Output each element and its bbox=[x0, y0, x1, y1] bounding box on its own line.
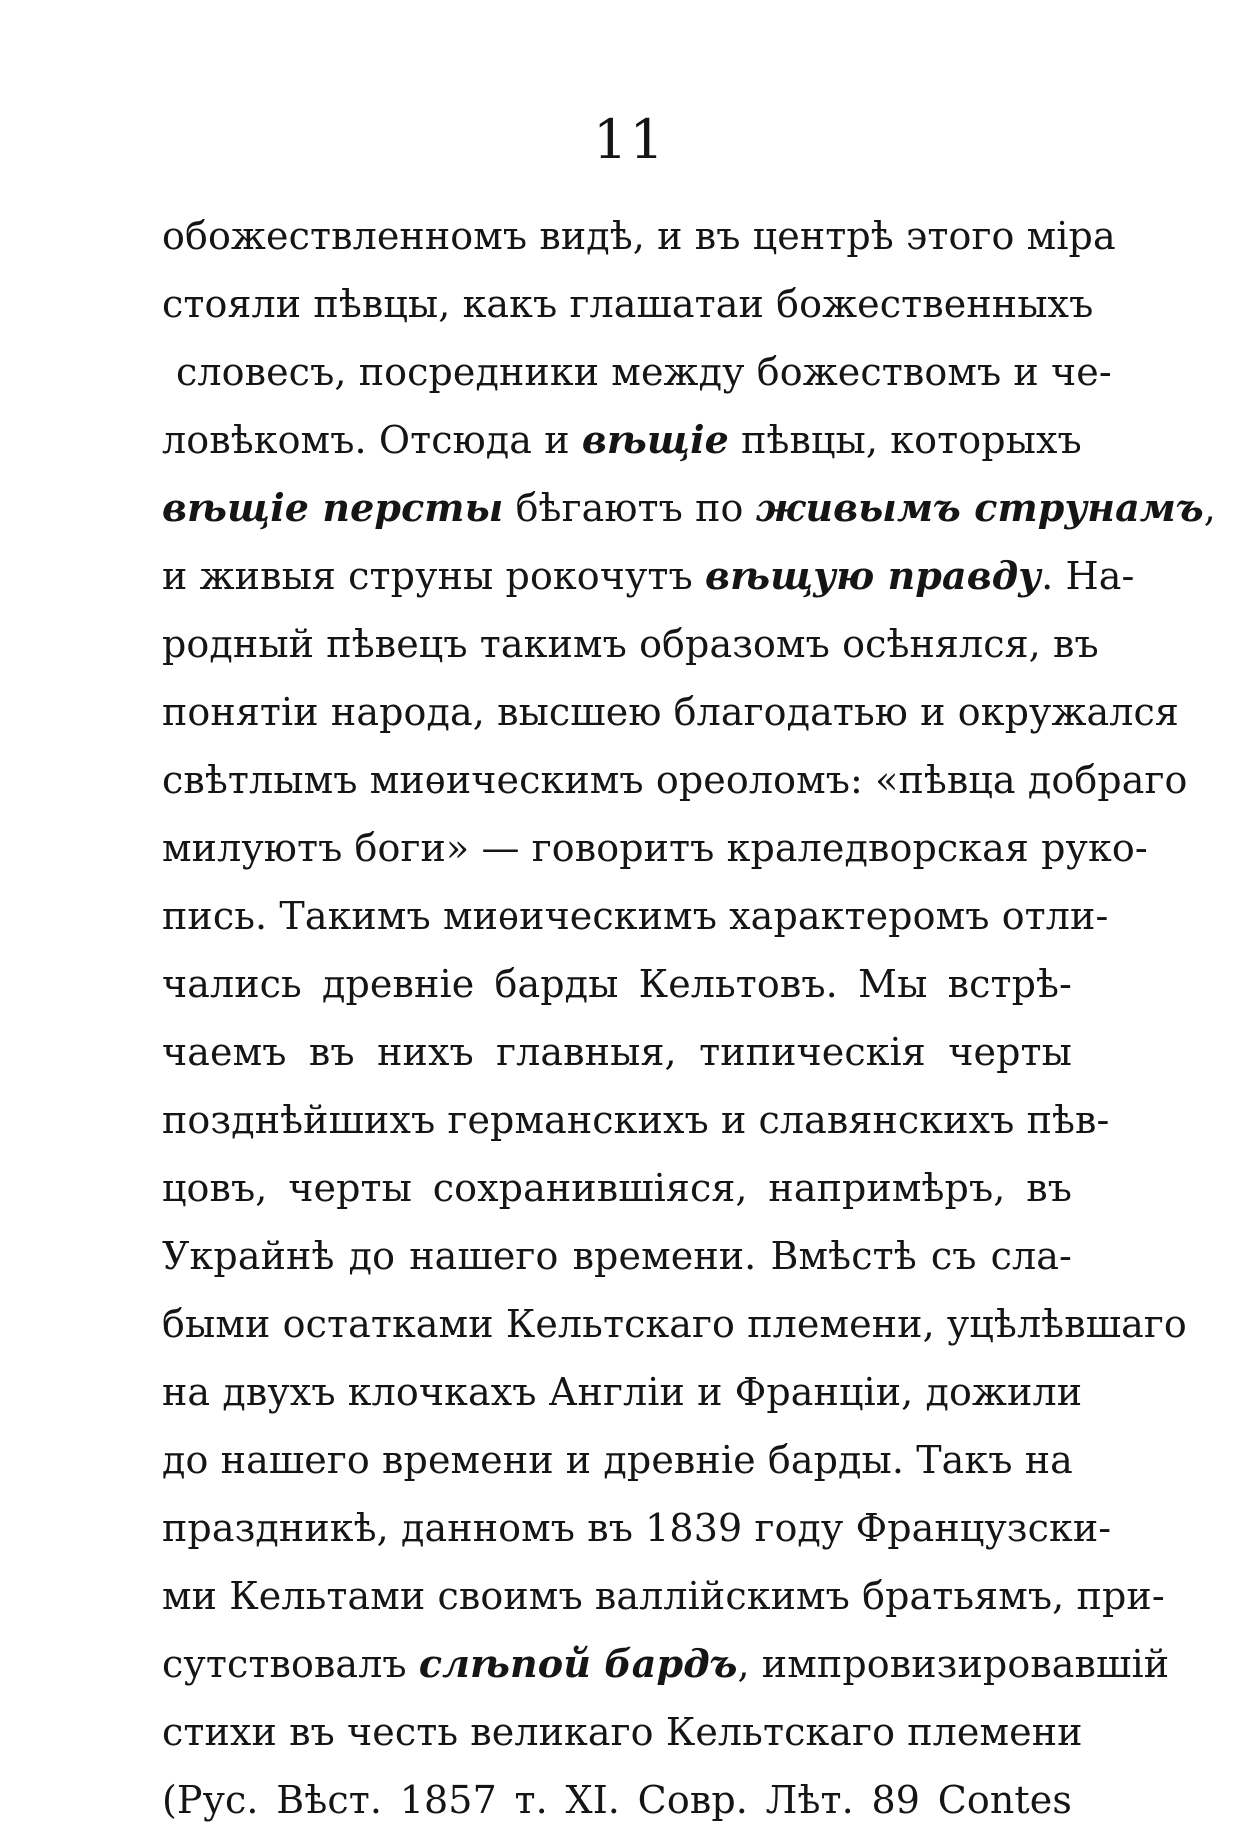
italic-emphasis: вѣщую правду bbox=[705, 553, 1042, 598]
text-segment: стояли пѣвцы, какъ глашатаи божественныхъ bbox=[162, 282, 1094, 326]
text-segment: до нашего времени и древніе барды. Такъ на bbox=[162, 1438, 1073, 1482]
text-segment: , импровизировавшій bbox=[737, 1642, 1170, 1686]
text-line bbox=[162, 338, 1112, 406]
italic-emphasis: слѣпой бардъ bbox=[418, 1641, 738, 1686]
text-segment: ловѣкомъ. Отсюда и bbox=[162, 418, 582, 462]
text-segment: свѣтлымъ миѳическимъ ореоломъ: «пѣвца добраго bbox=[162, 758, 1188, 802]
text-line bbox=[162, 542, 1135, 610]
text-segment: бѣгаютъ по bbox=[503, 486, 756, 530]
text-line bbox=[162, 1766, 1072, 1834]
italic-emphasis: живымъ струнамъ bbox=[755, 485, 1204, 530]
text-segment: . На- bbox=[1041, 554, 1135, 598]
text-segment: обожествленномъ видѣ, и въ центрѣ этого міра bbox=[162, 214, 1116, 258]
text-segment: сутствовалъ bbox=[162, 1642, 419, 1686]
text-segment: родный пѣвецъ такимъ образомъ осѣнялся, въ bbox=[162, 622, 1099, 666]
text-segment: , bbox=[1203, 486, 1216, 530]
text-line bbox=[162, 1698, 1083, 1766]
text-line bbox=[162, 1086, 1110, 1154]
text-segment: (Рус. Вѣст. 1857 т. XI. Совр. Лѣт. 89 Contes bbox=[162, 1778, 1072, 1822]
page-number: 11 bbox=[593, 108, 666, 171]
text-segment: пись. Такимъ миѳическимъ характеромъ отли- bbox=[162, 894, 1109, 938]
text-line bbox=[162, 270, 1094, 338]
text-line bbox=[162, 678, 1179, 746]
text-segment: цовъ, черты сохранившіяся, напримѣръ, въ bbox=[162, 1166, 1072, 1210]
text-line bbox=[162, 950, 1072, 1018]
text-line bbox=[162, 1154, 1072, 1222]
text-segment: ми Кельтами своимъ валлійскимъ братьямъ, при- bbox=[162, 1574, 1165, 1618]
text-line bbox=[162, 882, 1109, 950]
text-line bbox=[162, 474, 1216, 542]
text-line bbox=[162, 1426, 1072, 1494]
italic-emphasis: вѣщіе персты bbox=[162, 485, 504, 530]
text-segment: милуютъ боги» — говоритъ краледворская руко- bbox=[162, 826, 1148, 870]
text-segment: на двухъ клочкахъ Англіи и Франціи, дожили bbox=[162, 1370, 1083, 1414]
text-segment: позднѣйшихъ германскихъ и славянскихъ пѣв- bbox=[162, 1098, 1110, 1142]
text-segment: праздникѣ, данномъ въ 1839 году Французски- bbox=[162, 1506, 1112, 1550]
text-line bbox=[162, 610, 1099, 678]
text-segment: Украйнѣ до нашего времени. Вмѣстѣ съ сла- bbox=[162, 1234, 1072, 1278]
text-line bbox=[162, 1018, 1072, 1086]
text-segment: чаемъ въ нихъ главныя, типическія черты bbox=[162, 1030, 1072, 1074]
text-line bbox=[162, 202, 1116, 270]
italic-emphasis: вѣщіе bbox=[581, 417, 729, 462]
page-body-text bbox=[162, 202, 1216, 1834]
text-segment: словесъ, посредники между божествомъ и че- bbox=[176, 350, 1112, 394]
text-segment: стихи въ честь великаго Кельтскаго племени bbox=[162, 1710, 1083, 1754]
text-line bbox=[162, 1562, 1165, 1630]
text-line bbox=[162, 1358, 1083, 1426]
text-line bbox=[162, 1494, 1112, 1562]
text-segment: и живыя струны рокочутъ bbox=[162, 554, 706, 598]
text-segment: быми остатками Кельтскаго племени, уцѣлѣвшаго bbox=[162, 1302, 1187, 1346]
text-line bbox=[162, 746, 1188, 814]
text-segment: понятіи народа, высшею благодатью и окружался bbox=[162, 690, 1179, 734]
text-line bbox=[162, 1290, 1187, 1358]
text-line bbox=[162, 1630, 1170, 1698]
text-segment: пѣвцы, которыхъ bbox=[728, 418, 1082, 462]
text-line bbox=[162, 406, 1082, 474]
text-segment: чались древніе барды Кельтовъ. Мы встрѣ- bbox=[162, 962, 1072, 1006]
text-line bbox=[162, 814, 1148, 882]
text-line bbox=[162, 1222, 1072, 1290]
